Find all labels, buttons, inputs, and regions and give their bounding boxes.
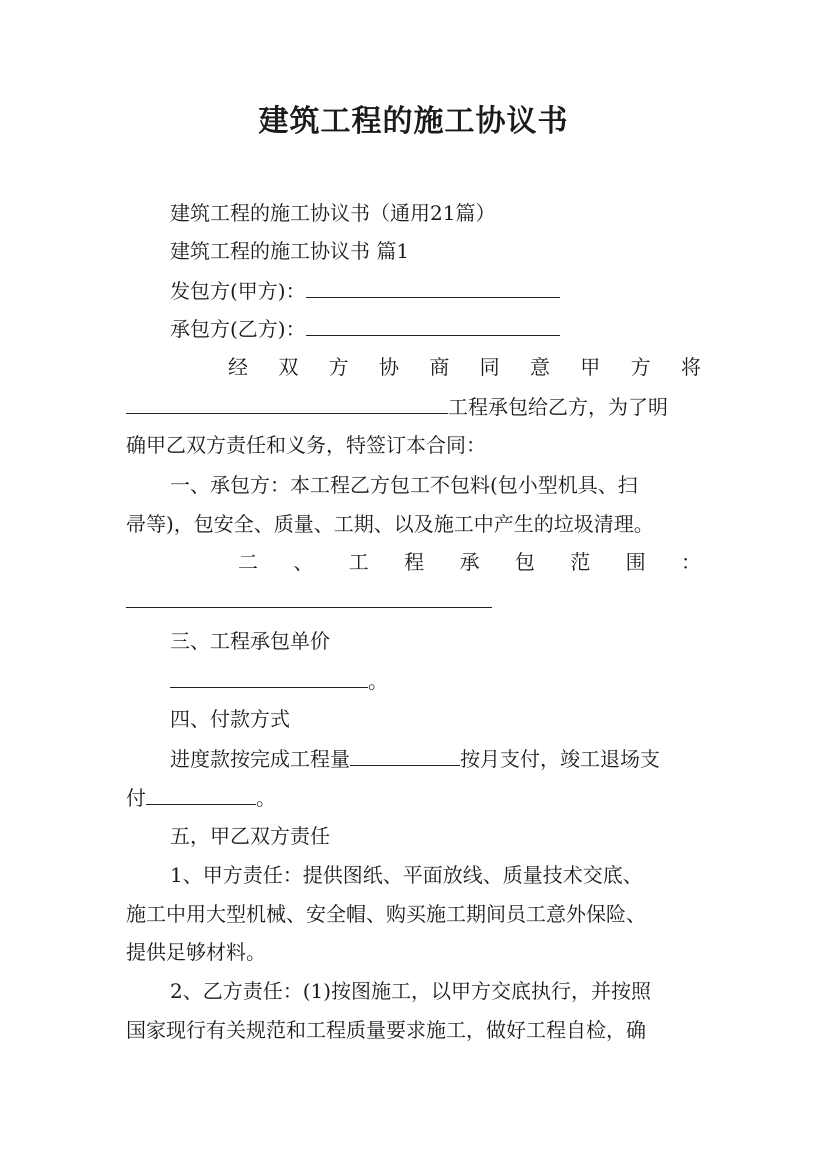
- spread-char: 范: [570, 550, 591, 574]
- agreement-line-2: [126, 388, 701, 426]
- clause-3-heading: 三、工程承包单价: [170, 629, 330, 653]
- payment-text-1: 进度款按完成工程量: [170, 747, 350, 771]
- spread-char: 意: [529, 355, 550, 379]
- final-payment-blank: [146, 803, 256, 805]
- party-b-label: 承包方(乙方)：: [170, 317, 306, 341]
- party-b-duty-line-2: 国家现行有关规范和工程质量要求施工，做好工程自检，确: [126, 1018, 646, 1042]
- spread-char: 商: [429, 355, 450, 379]
- clause-2-heading: [238, 543, 701, 581]
- spread-char: 经: [228, 355, 248, 379]
- agreement-text-2: 工程承包给乙方，为了明: [448, 395, 668, 419]
- spread-char: 协: [378, 355, 399, 379]
- spread-char: 承: [459, 550, 480, 574]
- clause-1-line-1: 一、承包方：本工程乙方包工不包料(包小型机具、扫: [170, 473, 638, 497]
- party-b-duty-line-1: 2、乙方责任：(1)按图施工，以甲方交底执行，并按照: [170, 979, 652, 1003]
- project-name-blank: [126, 412, 448, 414]
- spread-char: 包: [514, 550, 535, 574]
- spread-char: 程: [404, 550, 425, 574]
- party-b-blank: [306, 334, 560, 336]
- spread-char: 双: [278, 355, 299, 379]
- subtitle-line: 建筑工程的施工协议书（通用21篇）: [170, 201, 496, 225]
- document-title: 建筑工程的施工协议书: [258, 104, 569, 139]
- progress-blank: [350, 764, 460, 766]
- payment-text-3: 付: [126, 786, 146, 810]
- spread-char: ：: [681, 550, 701, 574]
- party-a-label: 发包方(甲方)：: [170, 279, 306, 303]
- spread-char: 围: [625, 550, 646, 574]
- party-a-duty-line-3: 提供足够材料。: [126, 940, 266, 964]
- section-heading: 建筑工程的施工协议书 篇1: [170, 239, 410, 263]
- unit-price-line: [170, 662, 701, 700]
- spread-char: 工: [348, 550, 369, 574]
- party-a-line: [170, 272, 701, 310]
- scope-blank: [126, 606, 492, 608]
- party-a-duty-line-1: 1、甲方责任：提供图纸、平面放线、质量技术交底、: [170, 863, 643, 887]
- party-b-line: [170, 310, 701, 348]
- payment-text-2: 按月支付，竣工退场支: [460, 747, 660, 771]
- agreement-line-1: [228, 348, 701, 386]
- unit-price-blank: [170, 686, 368, 688]
- agreement-line-3: 确甲乙双方责任和义务，特签订本合同：: [126, 433, 486, 457]
- clause-1-line-2: 帚等)，包安全、质量、工期、以及施工中产生的垃圾清理。: [126, 512, 654, 536]
- clause-2-text: [238, 543, 701, 581]
- party-a-duty-line-2: 施工中用大型机械、安全帽、购买施工期间员工意外保险、: [126, 902, 646, 926]
- spread-char: 甲: [580, 355, 601, 379]
- party-a-blank: [306, 296, 560, 298]
- clause-4-heading: 四、付款方式: [170, 707, 290, 731]
- spread-char: 、: [293, 550, 314, 574]
- spread-char: 将: [680, 355, 701, 379]
- agreement-text-1: [228, 348, 701, 386]
- payment-period: 。: [256, 786, 276, 810]
- clause-2-blank-line: [126, 582, 701, 620]
- spread-char: 方: [328, 355, 349, 379]
- payment-line-1: [170, 740, 701, 778]
- spread-char: 二: [238, 550, 258, 574]
- spread-char: 方: [630, 355, 651, 379]
- clause-5-heading: 五，甲乙双方责任: [170, 824, 330, 848]
- unit-price-period: 。: [368, 669, 388, 693]
- payment-line-2: [126, 779, 701, 817]
- spread-char: 同: [479, 355, 500, 379]
